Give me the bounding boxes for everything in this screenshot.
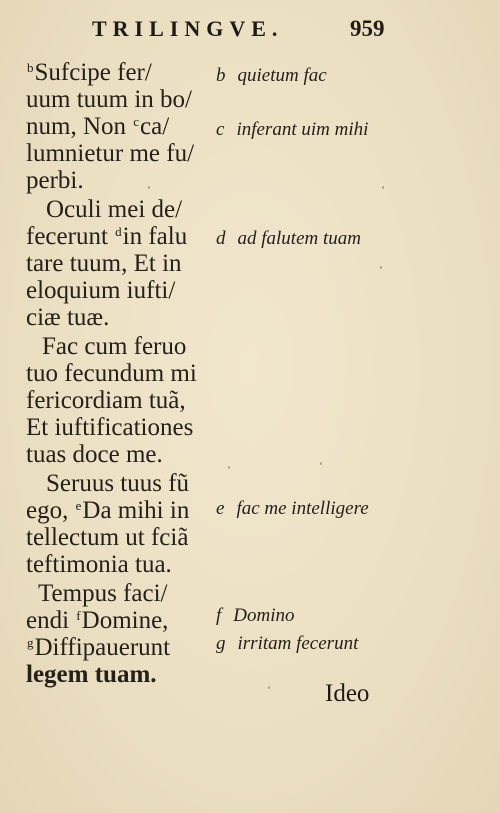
margin-gloss: g irritam fecerunt: [216, 633, 359, 654]
text-line: Seruus tuus fũ: [46, 470, 190, 497]
text-line: endi $^f$Domine,: [26, 607, 169, 634]
paper-speck: [320, 462, 322, 465]
text-line: Et iuftificationes: [26, 414, 194, 441]
margin-gloss: b quietum fac: [216, 65, 327, 86]
note-marker: d: [115, 224, 122, 239]
text-line: tare tuum, Et in: [26, 250, 182, 277]
paper-speck: [228, 466, 230, 469]
paper-speck: [380, 266, 382, 269]
text-line: fecerunt $^d$in falu: [26, 223, 188, 250]
note-marker: f: [76, 608, 81, 623]
margin-gloss: d ad falutem tuam: [216, 228, 361, 249]
text-line: Oculi mei de/: [46, 196, 183, 223]
text-line: eloquium iufti/: [26, 277, 176, 304]
text-line: fericordiam tuã,: [26, 387, 186, 414]
note-marker: c: [133, 114, 140, 129]
paper-speck: [382, 186, 384, 189]
running-head: TRILINGVE.: [92, 16, 284, 41]
note-marker: e: [75, 498, 82, 513]
text-line: uum tuum in bo/: [26, 86, 192, 113]
text-line: $^b$Sufcipe fer/: [27, 59, 152, 86]
margin-gloss: c inferant uim mihi: [216, 119, 369, 140]
margin-gloss: f Domino: [216, 605, 295, 626]
text-line: ciæ tuæ.: [26, 304, 110, 331]
text-line: $^g$Diffipauerunt: [27, 634, 171, 661]
text-line: legem tuam.: [26, 661, 157, 688]
paper-speck: [148, 186, 150, 189]
paper-speck: [268, 686, 270, 689]
text-line: Tempus faci/: [38, 580, 168, 607]
page-number: 959: [350, 16, 385, 41]
margin-gloss: e fac me intelligere: [216, 498, 369, 519]
note-marker: g: [27, 635, 34, 650]
text-line: lumnietur me fu/: [26, 140, 195, 167]
text-line: tuas doce me.: [26, 441, 163, 468]
catchword: Ideo: [325, 680, 370, 707]
text-line: ego, $^e$Da mihi in: [26, 497, 190, 524]
text-line: Fac cum feruo: [42, 333, 187, 360]
note-marker: b: [27, 60, 34, 75]
text-line: num, Non $^c$ca/: [26, 113, 170, 140]
text-line: tuo fecundum mi: [26, 360, 197, 387]
text-line: teftimonia tua.: [26, 551, 172, 578]
text-line: tellectum ut fciã: [26, 524, 189, 551]
text-line: perbi.: [26, 167, 84, 194]
